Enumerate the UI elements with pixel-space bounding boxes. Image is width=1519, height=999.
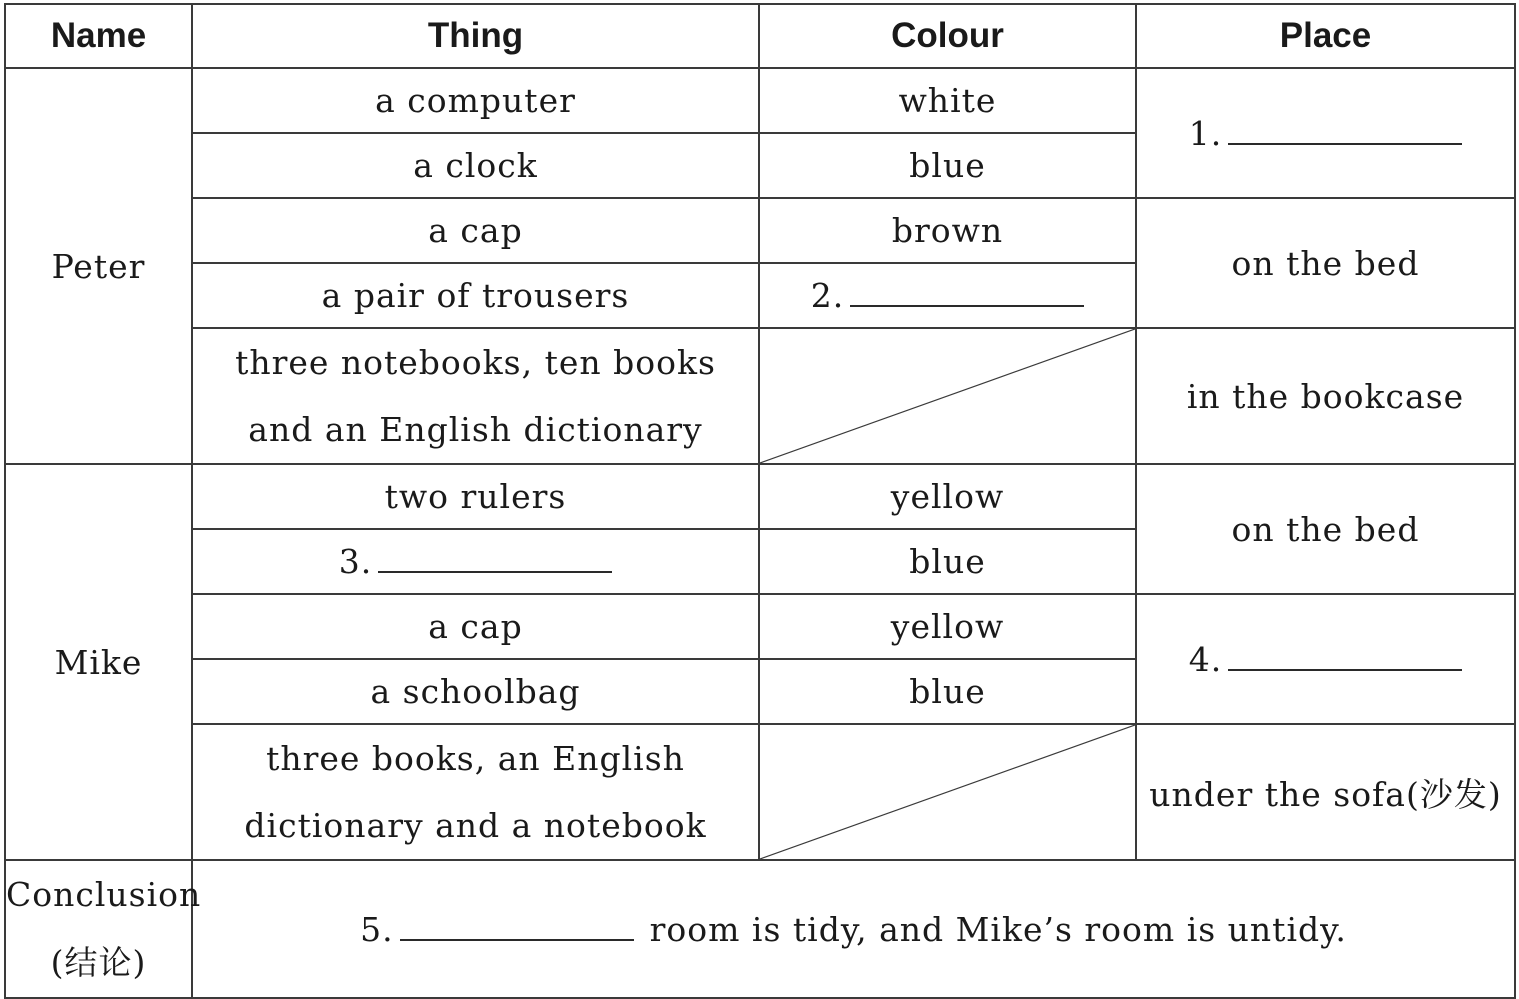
conclusion-label-line: Conclusion (6, 875, 202, 914)
header-row (5, 4, 1515, 68)
diagonal-slash (760, 329, 1135, 463)
conclusion-sentence[interactable] (192, 860, 1515, 998)
conclusion-row (5, 860, 1515, 998)
colour-cell: yellow (759, 464, 1136, 529)
colour-cell: blue (759, 659, 1136, 724)
blank-number: 5. (360, 909, 394, 949)
thing-cell: a cap (192, 198, 759, 263)
colour-cell-crossed (759, 724, 1136, 860)
blank-number: 1. (1188, 113, 1223, 153)
name-peter: Peter (5, 68, 192, 464)
header-name: Name (5, 4, 192, 68)
thing-cell: a schoolbag (192, 659, 759, 724)
info-table (4, 3, 1516, 999)
answer-blank-line[interactable] (378, 543, 612, 573)
thing-cell: a computer (192, 68, 759, 133)
conclusion-label (5, 860, 202, 998)
conclusion-label-line: (结论) (50, 943, 147, 982)
diagonal-slash (760, 725, 1135, 859)
conclusion-text: room is tidy, and Mike’s room is untidy. (649, 909, 1347, 949)
table-row (5, 198, 1515, 263)
place-blank-4[interactable] (1136, 594, 1515, 724)
thing-cell: a cap (192, 594, 759, 659)
thing-cell: two rulers (192, 464, 759, 529)
place-cell: on the bed (1136, 198, 1515, 328)
name-mike: Mike (5, 464, 192, 860)
thing-line: three books, an English (266, 739, 685, 778)
colour-cell: blue (759, 529, 1136, 594)
header-thing: Thing (192, 4, 759, 68)
table-row (5, 464, 1515, 529)
colour-cell: white (759, 68, 1136, 133)
header-colour: Colour (759, 4, 1136, 68)
answer-blank-line[interactable] (1228, 115, 1462, 145)
place-cell: on the bed (1136, 464, 1515, 594)
answer-blank-line[interactable] (400, 911, 634, 941)
header-place: Place (1136, 4, 1515, 68)
info-table-sheet (4, 3, 1514, 991)
blank-number: 2. (810, 276, 845, 315)
thing-cell-multiline (192, 328, 759, 464)
place-cell: under the sofa(沙发) (1136, 724, 1515, 860)
table-row (5, 328, 1515, 464)
colour-cell-crossed (759, 328, 1136, 464)
colour-cell: yellow (759, 594, 1136, 659)
thing-line: three notebooks, ten books (235, 343, 716, 382)
thing-cell-multiline (192, 724, 759, 860)
answer-blank-line[interactable] (1228, 641, 1462, 671)
colour-blank-2[interactable] (759, 263, 1136, 328)
blank-number: 4. (1188, 639, 1223, 679)
colour-cell: blue (759, 133, 1136, 198)
table-row (5, 68, 1515, 133)
thing-blank-3[interactable] (192, 529, 759, 594)
table-row (5, 724, 1515, 860)
thing-cell: a pair of trousers (192, 263, 759, 328)
answer-blank-line[interactable] (850, 277, 1084, 307)
colour-cell: brown (759, 198, 1136, 263)
thing-line: and an English dictionary (248, 410, 703, 449)
thing-cell: a clock (192, 133, 759, 198)
place-blank-1[interactable] (1136, 68, 1515, 198)
blank-number: 3. (338, 542, 373, 581)
place-cell: in the bookcase (1136, 328, 1515, 464)
table-row (5, 594, 1515, 659)
thing-line: dictionary and a notebook (244, 806, 707, 845)
